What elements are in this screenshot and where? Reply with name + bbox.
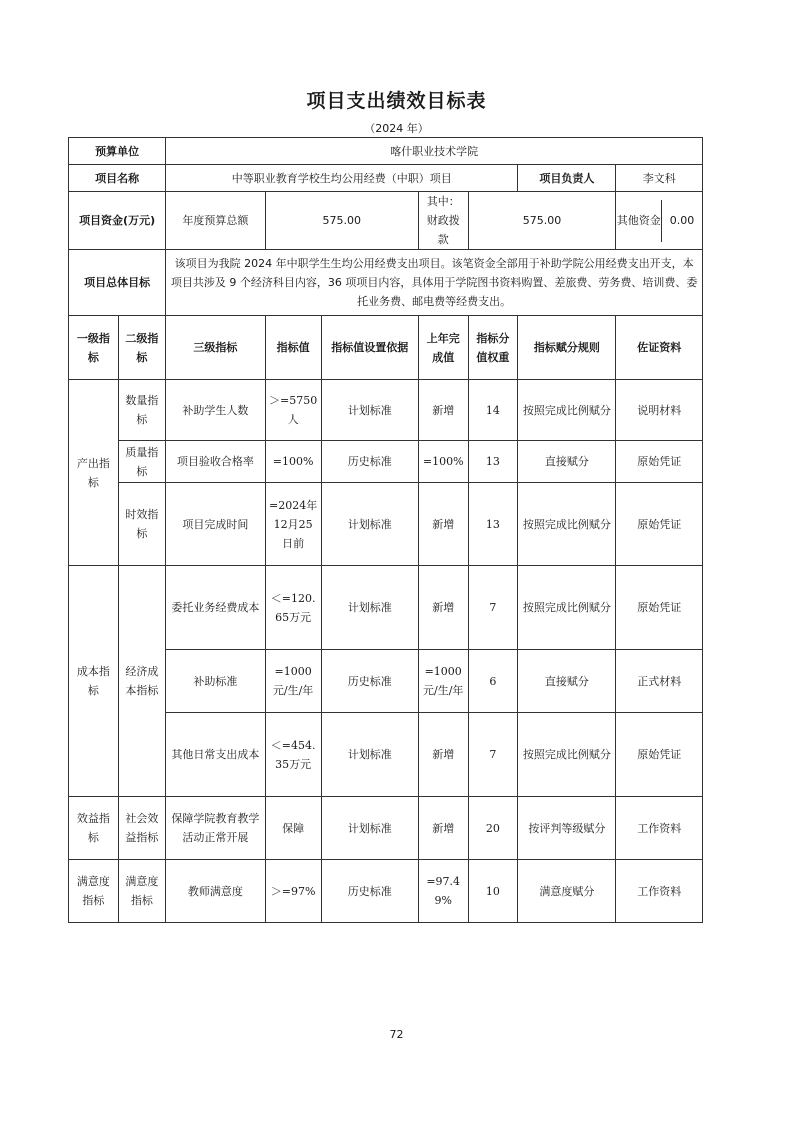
- level3-cell: 其他日常支出成本: [166, 713, 265, 797]
- evidence-cell: 原始凭证: [616, 441, 703, 483]
- prev-value: 新增: [418, 380, 468, 441]
- level1-output: 产出指标: [69, 380, 119, 566]
- prev-value: 新增: [418, 483, 468, 566]
- indicator-value: 保障: [265, 797, 321, 860]
- evidence-cell: 原始凭证: [616, 713, 703, 797]
- indicator-value: ＞=5750人: [265, 380, 321, 441]
- performance-table: [68, 137, 703, 923]
- other-funds-value: 0.00: [669, 214, 695, 227]
- rule-cell: 满意度赋分: [518, 860, 616, 923]
- indicator-value: ＜=120.65万元: [265, 566, 321, 650]
- basis-cell: 计划标准: [321, 566, 418, 650]
- col-header-basis: 指标值设置依据: [321, 316, 418, 380]
- level3-cell: 保障学院教育教学活动正常开展: [166, 797, 265, 860]
- col-header-level3: 三级指标: [166, 316, 265, 380]
- col-header-level1: 一级指标: [69, 316, 119, 380]
- basis-cell: 计划标准: [321, 380, 418, 441]
- table-row: [69, 566, 703, 650]
- prev-value: 新增: [418, 566, 468, 650]
- page-number: 72: [389, 1028, 404, 1041]
- other-funds: [616, 192, 703, 250]
- overall-goal-text: 该项目为我院 2024 年中职学生生均公用经费支出项目。该笔资金全部用于补助学院公用经费支出开支，本项目共涉及 9 个经济科目内容，36 项项目内容，具体用于学院图书资料购置、差旅费、劳务费、培训费、委托业务费、邮电费等经费支出。: [166, 250, 703, 316]
- level3-cell: 补助学生人数: [166, 380, 265, 441]
- project-name-label: 项目名称: [69, 165, 166, 192]
- table-row: [69, 441, 703, 483]
- level2-quantity: 数量指标: [118, 380, 166, 441]
- page-title: 项目支出绩效目标表: [306, 90, 487, 112]
- rule-cell: 按照完成比例赋分: [518, 380, 616, 441]
- rule-cell: 直接赋分: [518, 441, 616, 483]
- project-name-value: 中等职业教育学校生均公用经费（中职）项目: [166, 165, 518, 192]
- annual-budget-value: 575.00: [265, 192, 418, 250]
- level1-benefit: 效益指标: [69, 797, 119, 860]
- evidence-cell: 正式材料: [616, 650, 703, 713]
- level1-cost: 成本指标: [69, 566, 119, 797]
- weight-cell: 13: [468, 441, 518, 483]
- weight-cell: 7: [468, 566, 518, 650]
- weight-cell: 10: [468, 860, 518, 923]
- indicator-value: =1000元/生/年: [265, 650, 321, 713]
- leader-value: 李文科: [616, 165, 703, 192]
- indicator-value: =100%: [265, 441, 321, 483]
- col-header-weight: 指标分值权重: [468, 316, 518, 380]
- leader-label: 项目负责人: [518, 165, 616, 192]
- level3-cell: 补助标准: [166, 650, 265, 713]
- table-row: [69, 860, 703, 923]
- basis-cell: 计划标准: [321, 797, 418, 860]
- level3-cell: 教师满意度: [166, 860, 265, 923]
- evidence-cell: 说明材料: [616, 380, 703, 441]
- evidence-cell: 原始凭证: [616, 483, 703, 566]
- level2-social-benefit: 社会效益指标: [118, 797, 166, 860]
- prev-value: 新增: [418, 713, 468, 797]
- level2-economic-cost: 经济成本指标: [118, 566, 166, 797]
- prev-value: 新增: [418, 797, 468, 860]
- indicator-value: =2024年12月25日前: [265, 483, 321, 566]
- level3-cell: 项目完成时间: [166, 483, 265, 566]
- level1-satisfaction: 满意度指标: [69, 860, 119, 923]
- rule-cell: 按评判等级赋分: [518, 797, 616, 860]
- annual-budget-label: 年度预算总额: [166, 192, 265, 250]
- table-row: [69, 483, 703, 566]
- level2-satisfaction: 满意度指标: [118, 860, 166, 923]
- basis-cell: 历史标准: [321, 441, 418, 483]
- indicator-value: ＞=97%: [265, 860, 321, 923]
- basis-cell: 计划标准: [321, 713, 418, 797]
- overall-goal-label: 项目总体目标: [69, 250, 166, 316]
- year-label: （2024 年）: [364, 122, 429, 135]
- basis-cell: 历史标准: [321, 860, 418, 923]
- col-header-evidence: 佐证资料: [616, 316, 703, 380]
- weight-cell: 14: [468, 380, 518, 441]
- unit-label: 预算单位: [69, 138, 166, 165]
- rule-cell: 按照完成比例赋分: [518, 483, 616, 566]
- evidence-cell: 原始凭证: [616, 566, 703, 650]
- basis-cell: 历史标准: [321, 650, 418, 713]
- basis-cell: 计划标准: [321, 483, 418, 566]
- level2-quality: 质量指标: [118, 441, 166, 483]
- col-header-value: 指标值: [265, 316, 321, 380]
- fiscal-label: 其中：财政拨款: [418, 192, 468, 250]
- other-funds-label: 其他资金: [616, 200, 661, 242]
- funds-label: 项目资金(万元): [69, 192, 166, 250]
- weight-cell: 7: [468, 713, 518, 797]
- table-row: [69, 797, 703, 860]
- weight-cell: 13: [468, 483, 518, 566]
- evidence-cell: 工作资料: [616, 797, 703, 860]
- level3-cell: 委托业务经费成本: [166, 566, 265, 650]
- rule-cell: 按照完成比例赋分: [518, 566, 616, 650]
- level2-timeliness: 时效指标: [118, 483, 166, 566]
- prev-value: =100%: [418, 441, 468, 483]
- level3-cell: 项目验收合格率: [166, 441, 265, 483]
- weight-cell: 6: [468, 650, 518, 713]
- rule-cell: 按照完成比例赋分: [518, 713, 616, 797]
- weight-cell: 20: [468, 797, 518, 860]
- col-header-prev: 上年完成值: [418, 316, 468, 380]
- col-header-rule: 指标赋分规则: [518, 316, 616, 380]
- unit-value: 喀什职业技术学院: [166, 138, 703, 165]
- prev-value: =1000元/生/年: [418, 650, 468, 713]
- evidence-cell: 工作资料: [616, 860, 703, 923]
- indicator-value: ＜=454.35万元: [265, 713, 321, 797]
- fiscal-value: 575.00: [468, 192, 616, 250]
- rule-cell: 直接赋分: [518, 650, 616, 713]
- table-row: [69, 380, 703, 441]
- col-header-level2: 二级指标: [118, 316, 166, 380]
- prev-value: =97.49%: [418, 860, 468, 923]
